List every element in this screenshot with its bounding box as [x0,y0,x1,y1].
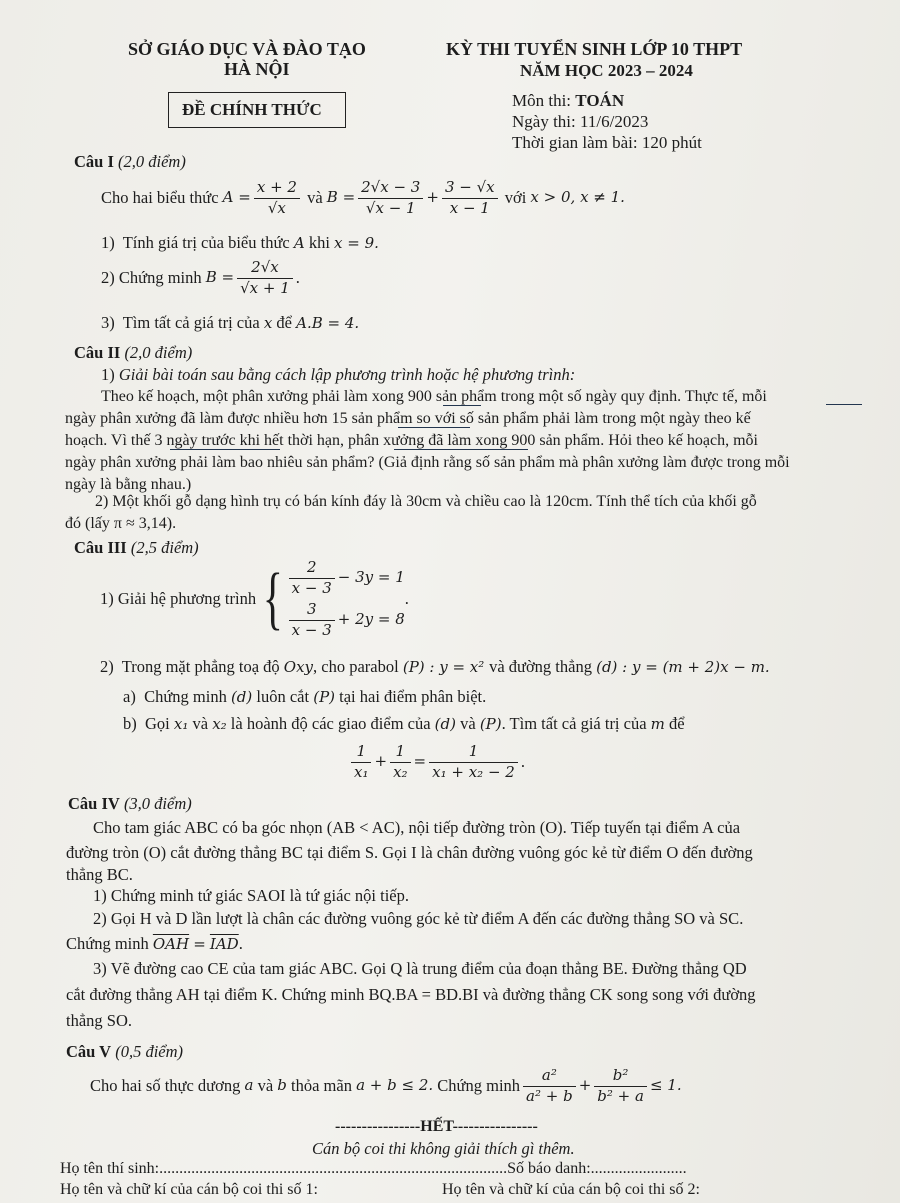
q4-line3: thẳng BC. [66,865,133,884]
frac-B-result: $\frac{2√x}{√x + 1}$ [237,258,293,298]
q1-condition: x > 0, x ≠ 1. [530,188,625,207]
q2-points: (2,0 điểm) [124,343,193,362]
q3-condition-equation: $\frac{1}{\text{x₁}}$ + $\frac{1}{\text{x₂}}$ = $\frac{1}{\text{x₁ + x₂ − 2}}$ . [348,742,525,782]
q1-p3-text: Tìm tất cả giá trị của [122,313,260,332]
pen-underline-900 [443,405,481,406]
duration-line [512,132,702,154]
q3-p2-text-c: và đường thẳng [489,657,592,676]
q1-heading [74,151,186,172]
q5-text-c: thỏa mãn [291,1076,352,1096]
q4-part3-line1: 3) Vẽ đường cao CE của tam giác ABC. Gọi Q là trung điểm của đoạn thẳng BE. Đường thẳng QD [93,959,747,978]
q4-points: (3,0 điểm) [123,794,192,813]
q4-part2-prove: Chứng minh $\overline{OAH} = \overline{IAD}$. [66,934,243,953]
q2-title: Câu II [74,343,121,362]
end-marker: ----------------HẾT---------------- [335,1118,538,1135]
q1-p3-value: A.B = 4. [296,314,360,332]
q5-title: Câu V [66,1042,112,1061]
proctor-note: Cán bộ coi thi không giải thích gì thêm. [312,1139,575,1158]
q3-part2: 2) Trong mặt phẳng toạ độ Oxy, cho parabol (P) : y = x² và đường thẳng (d) : y = (m + 2)x − m. [100,657,770,676]
q1-part3: 3) Tìm tất cả giá trị của x để A.B = 4. [101,313,360,332]
q2-text-line4: ngày phân xưởng phải làm bao nhiêu sản phẩm? (Giả định rằng số sản phẩm mà phân xưởng làm được trong mỗi [65,454,790,471]
q3-p2-text-b: , cho parabol [313,657,399,676]
q3-pb-num: b) [123,714,137,733]
q4-p2-prove-text: Chứng minh [66,934,149,953]
q5-text-a: Cho hai số thực dương [90,1076,241,1096]
q4-line2: đường tròn (O) cắt đường thẳng BC tại điểm S. Gọi I là chân đường vuông góc kẻ từ điểm O đến đường [66,843,753,862]
q5-text-d: Chứng minh [437,1076,521,1096]
q3-p2-num: 2) [100,657,114,676]
q2-part2-line1: 2) Một khối gỗ dạng hình trụ có bán kính đáy là 30cm và chiều cao là 120cm. Tính thể tích của khối gỗ [95,493,757,510]
arc-OAH: $\overline{OAH}$ [152,935,190,953]
q2-text-line2: ngày phân xưởng đã làm được nhiều hơn 15 sản phẩm so với số sản phẩm phải làm trong một ngày theo kế [65,410,751,427]
school-year: NĂM HỌC 2023 – 2024 [520,61,693,80]
pen-underline-moi [826,404,862,405]
q1-p1-value: x = 9. [334,234,379,252]
q1-p1-text: Tính giá trị của biểu thức [122,233,290,252]
pen-underline-san-pham [398,427,470,428]
supervisor2-line: Họ tên và chữ kí của cán bộ coi thi số 2: [442,1181,700,1198]
q5-statement: Cho hai số thực dương a và b thỏa mãn a + b ≤ 2. Chứng minh $\frac{\text{a²}}{\text{a² + b}}$ + $\frac{\text{b²}}{\text{b² + a}}$ ≤ 1. [90,1066,682,1105]
q4-title: Câu IV [68,794,120,813]
q1-p3-num: 3) [101,313,115,332]
q3-pb-text-b: và [192,714,209,733]
q3-p1-num: 1) [100,589,114,609]
q4-heading [68,793,192,814]
q1-expressions: Cho hai biểu thức A = $\frac{x + 2}{√x}$ và B = $\frac{2√x - 3}{√x - 1}$ + $\frac{3 - √x}{x - 1}$ với x > 0, x ≠ 1. [101,178,625,217]
q1-points: (2,0 điểm) [118,152,186,171]
q1-p2-num: 2) [101,268,115,288]
frac-A: $\frac{x + 2}{√x}$ [254,178,300,218]
q3-pa-text-c: tại hai điểm phân biệt. [339,687,487,706]
q3-points: (2,5 điểm) [130,538,199,557]
q3-pa-num: a) [123,687,136,706]
department-line2: HÀ NỘI [224,59,290,79]
q2-part1-intro [101,364,575,385]
q3-heading [74,537,199,558]
q4-part1: 1) Chứng minh tứ giác SAOI là tứ giác nội tiếp. [93,886,409,905]
q5-points: (0,5 điểm) [115,1042,184,1061]
q1-p2-text: Chứng minh [118,268,202,288]
subject: TOÁN [575,91,625,110]
q4-part2: 2) Gọi H và D lần lượt là chân các đường vuông góc kẻ từ điểm A đến các đường thẳng SO và SC. [93,909,744,928]
q2-part2-line2: đó (lấy π ≈ 3,14). [65,515,177,532]
q1-p3-tail: để [276,313,292,332]
q1-intro: Cho hai biểu thức [101,188,219,208]
subject-label: Môn thi: [512,91,572,110]
arc-IAD: $\overline{IAD}$ [209,935,239,953]
frac-B1: $\frac{2√x - 3}{√x - 1}$ [358,178,423,218]
q3-pb-text-c: là hoành độ các giao điểm của [230,714,431,733]
q3-pb-text-f: để [669,714,685,733]
q1-p1-tail: khi [308,233,330,252]
duration-label: Thời gian làm bài: [512,133,638,152]
subject-line [512,90,624,112]
date-label: Ngày thi: [512,112,576,131]
department-line1: SỞ GIÁO DỤC VÀ ĐÀO TẠO [128,39,366,59]
q5-condition: a + b ≤ 2. [356,1076,434,1095]
pen-underline-phan-xuong [394,449,528,450]
q3-p1-text: Giải hệ phương trình [117,589,257,609]
q5-text-b: và [257,1076,274,1096]
q3-part2a: a) Chứng minh (d) luôn cắt (P) tại hai điểm phân biệt. [123,687,487,706]
q2-p1-intro: Giải bài toán sau bằng cách lập phương trình hoặc hệ phương trình: [118,365,576,384]
q5-heading [66,1041,183,1062]
q1-part2: 2) Chứng minh B = $\frac{2√x}{√x + 1}$ . [101,258,300,297]
exam-title: KỲ THI TUYỂN SINH LỚP 10 THPT [446,39,743,59]
q4-part3-line2: cắt đường thẳng AH tại điểm K. Chứng minh BQ.BA = BD.BI và đường thẳng CK song song với đường [66,985,756,1004]
frac-B2: $\frac{3 - √x}{x - 1}$ [442,178,498,218]
supervisor1-line: Họ tên và chữ kí của cán bộ coi thi số 1: [60,1181,318,1198]
q3-pb-text-d: và [460,714,476,733]
official-label: ĐỀ CHÍNH THỨC [182,100,322,119]
q4-line1: Cho tam giác ABC có ba góc nhọn (AB < AC), nội tiếp đường tròn (O). Tiếp tuyến tại điểm A của [93,818,741,837]
q3-title: Câu III [74,538,127,557]
q3-part2b: b) Gọi x₁ và x₂ là hoành độ các giao điểm của (d) và (P). Tìm tất cả giá trị của m để [123,714,685,733]
q1-p1-num: 1) [101,233,115,252]
date: 11/6/2023 [580,112,649,131]
q3-pa-text-a: Chứng minh [144,687,227,706]
pen-underline-3-ngay [170,449,280,450]
q3-p2-text-a: Trong mặt phẳng toạ độ [121,657,280,676]
q2-text-line1: Theo kế hoạch, một phân xưởng phải làm xong 900 sản phẩm trong một số ngày quy định. Thực tế, mỗi [101,388,767,405]
q3-part1: 1) Giải hệ phương trình { $\frac{2}{x - 3}$ − 3y = 1 $\frac{3}{x - 3}$ + 2y = 8 . [100,558,409,639]
equation-system: { $\frac{2}{x - 3}$ − 3y = 1 $\frac{3}{x - 3}$ + 2y = 8 [262,558,405,639]
q2-text-line3: hoạch. Vì thế 3 ngày trước khi hết thời hạn, phân xưởng đã làm xong 900 sản phẩm. Hỏi theo kế hoạch, mỗi [65,432,758,449]
candidate-line: Họ tên thí sinh:.......................................................................................Số báo danh:........................ [60,1160,687,1177]
q2-text-line5: ngày là bằng nhau.) [65,476,192,493]
duration: 120 phút [641,133,702,152]
q1-title: Câu I [74,152,114,171]
q2-p1-num: 1) [101,365,115,384]
q3-pa-text-b: luôn cắt [256,687,310,706]
date-line [512,111,648,133]
q1-part1: 1) Tính giá trị của biểu thức A khi x = 9. [101,233,379,252]
q3-pb-text-e: . Tìm tất cả giá trị của [501,714,647,733]
q1-and: và [307,188,323,208]
q1-with: với [504,188,527,208]
q2-heading [74,342,192,363]
q3-pb-text-a: Gọi [145,714,170,733]
q4-part3-line3: thẳng SO. [66,1011,132,1030]
